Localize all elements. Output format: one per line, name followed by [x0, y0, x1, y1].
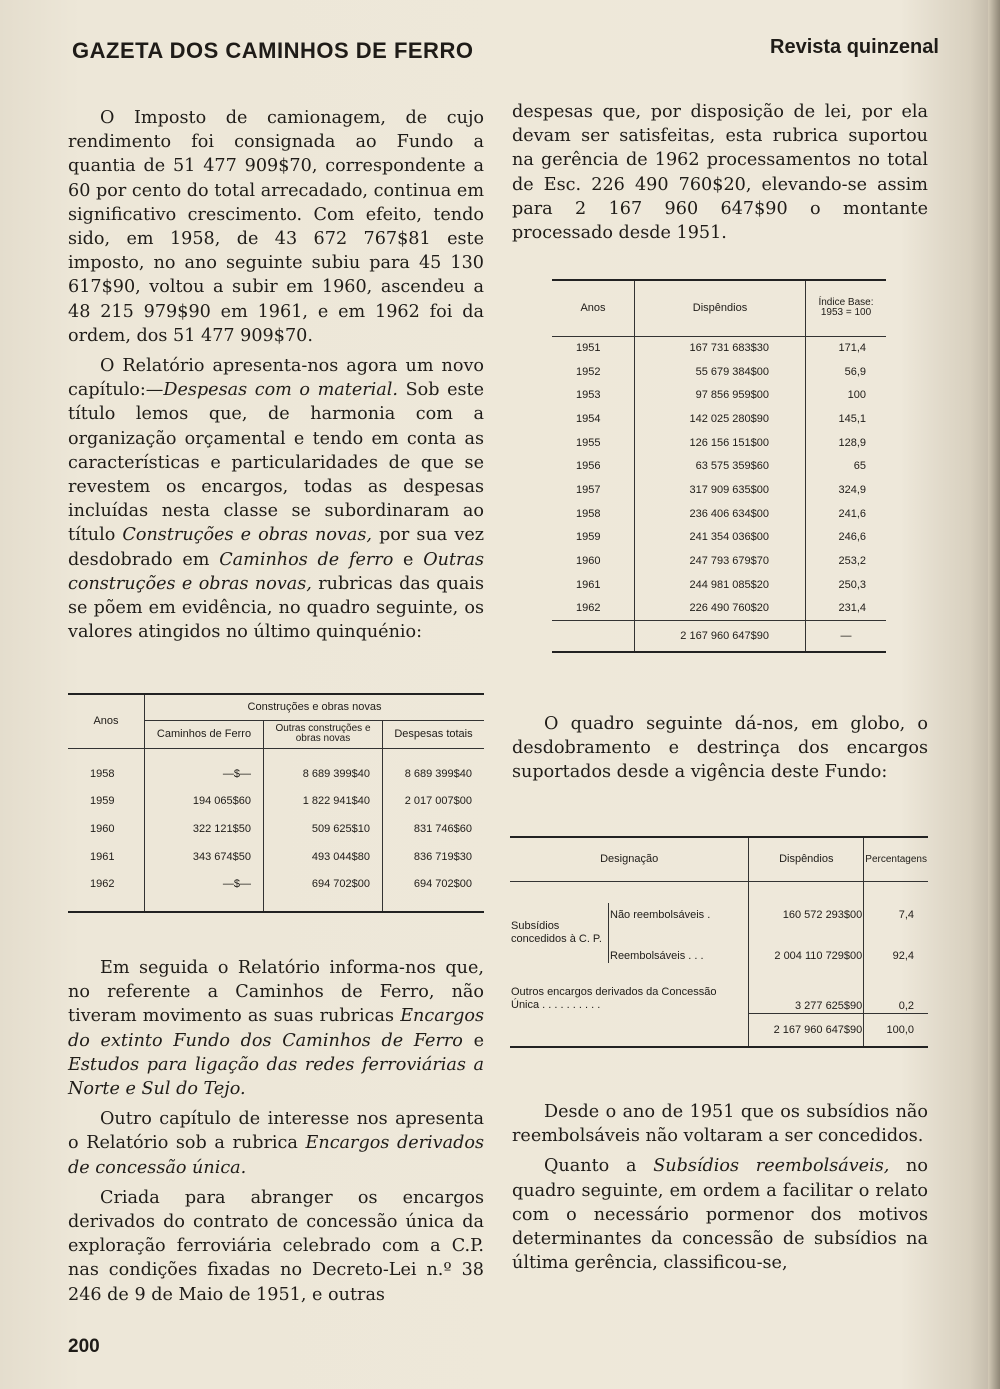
cell-year: 1953 [552, 383, 635, 407]
table-row [552, 573, 886, 597]
cell-year: 1956 [552, 454, 635, 478]
table-row [68, 870, 484, 898]
table-row [552, 360, 886, 384]
col-dispendios: Dispêndios [635, 280, 806, 336]
cell-indice: 324,9 [838, 483, 866, 496]
col-anos: Anos [68, 694, 145, 748]
cell-year: 1961 [552, 573, 635, 597]
row-reemb-label: Reembolsáveis . . . [609, 927, 749, 963]
paragraph-criada: Criada para abranger os encargos derivados do contrato de concessão única da exploração ferroviária celebrado com a C.P. nas condições fixadas no Decreto-Lei n.º 38 246 de 9 de Maio de 1951, e outras [68, 1187, 484, 1305]
paragraph-imposto: O Imposto de camionagem, de cujo rendimento foi consignada ao Fundo a quantia de 51 477 909$70, correspondente a 60 por cento do total arrecadado, continua em significativo crescimento. Com efeito, tendo sido, em 1958, de 43 672 767$81 este imposto, no ano seguinte subiu para 45 130 617$90, voltou a subir em 1960, ascendeu a 48 215 979$90 em 1961, e em 1962 foi da ordem, dos 51 477 909$70. [68, 108, 484, 346]
cell-indice: 65 [853, 460, 866, 473]
cell-dispendios: 241 354 036$00 [635, 526, 806, 550]
cell-indice: 100 [847, 389, 866, 402]
subsidios-label: Subsídios concedidos à C. P. [511, 920, 602, 945]
table-row [552, 502, 886, 526]
cell-dispendios: 226 490 760$20 [635, 597, 806, 621]
total-index: — [806, 620, 887, 652]
col-dispendios: Dispêndios [749, 837, 864, 881]
cell-dispendios: 142 025 280$90 [635, 407, 806, 431]
paragraph-quadro: O quadro seguinte dá-nos, em globo, o desdobramento e destrinça dos encargos suportados desde a vigência deste Fundo: [512, 714, 928, 783]
row-outros-perc: 0,2 [898, 999, 914, 1012]
cell-indice: 145,1 [838, 412, 866, 425]
col-total: Despesas totais [383, 720, 485, 748]
cell-year: 1962 [552, 597, 635, 621]
col-anos: Anos [552, 280, 635, 336]
col-designacao: Designação [510, 837, 749, 881]
row-nao-reemb-label: Não reembolsáveis . [609, 903, 749, 927]
row-outros-label: Outros encargos derivados da Concessão Única . . . . . . . . . . [510, 963, 749, 1013]
paragraph-em-seguida: Em seguida o Relatório informa-nos que, no referente a Caminhos de Ferro, não tiveram movimento as suas rubricas Encargos do extinto Fundo dos Caminhos de Ferro e Estudos para ligação das redes ferroviárias a Norte e Sul do Tejo. [68, 958, 484, 1100]
col-group: Construções e obras novas [145, 694, 485, 720]
journal-subtitle: Revista quinzenal [770, 36, 939, 58]
cell-dispendios: 97 856 959$00 [635, 383, 806, 407]
cell-caminhos: 322 121$50 [145, 815, 264, 843]
cell-total: 836 719$30 [413, 850, 472, 863]
table-row [552, 526, 886, 550]
cell-outras: 8 689 399$40 [264, 760, 383, 788]
cell-year: 1959 [68, 788, 145, 816]
row-reemb-perc: 92,4 [892, 950, 914, 962]
col-indice: Índice Base: 1953 = 100 [806, 280, 887, 336]
cell-year: 1960 [552, 549, 635, 573]
table-row [552, 454, 886, 478]
cell-year: 1962 [68, 870, 145, 898]
row-nao-reemb-value: 160 572 293$00 [749, 903, 864, 927]
journal-title: GAZETA DOS CAMINHOS DE FERRO [72, 38, 474, 63]
cell-indice: 56,9 [844, 365, 866, 378]
cell-dispendios: 63 575 359$60 [635, 454, 806, 478]
cell-total: 8 689 399$40 [404, 767, 472, 780]
page-number: 200 [68, 1336, 100, 1357]
cell-dispendios: 317 909 635$00 [635, 478, 806, 502]
cell-indice: 241,6 [838, 507, 866, 520]
table-row [552, 549, 886, 573]
paragraph-relatorio: O Relatório apresenta-nos agora um novo capítulo:—Despesas com o material. Sob este título lemos que, de harmonia com a organização orçamental e tendo em conta as características e particularidades de que se revestem os encargos, todas as despesas incluídas nesta classe se subordinaram ao título Construções e obras novas, por sua vez desdobrado em Caminhos de ferro e Outras construções e obras novas, rubricas das quais se põem em evidência, no quadro seguinte, os valores atingidos no último quinquénio: [68, 356, 485, 643]
cell-indice: 250,3 [838, 578, 866, 591]
cell-dispendios: 126 156 151$00 [635, 431, 806, 455]
table-row [68, 760, 484, 788]
cell-dispendios: 244 981 085$20 [635, 573, 806, 597]
total-perc: 100,0 [864, 1013, 928, 1047]
cell-outras: 509 625$10 [264, 815, 383, 843]
table-row [552, 383, 886, 407]
table-row [552, 431, 886, 455]
cell-year: 1961 [68, 843, 145, 871]
cell-caminhos: —$— [145, 760, 264, 788]
cell-total: 2 017 007$00 [404, 795, 472, 808]
row-nao-reemb-perc: 7,4 [898, 909, 914, 921]
paragraph-despesas: despesas que, por disposição de lei, por ela devam ser satisfeitas, esta rubrica suportou na gerência de 1962 processamentos no total de Esc. 226 490 760$20, elevando-se assim para 2 167 960 647$90 o montante processado desde 1951. [512, 102, 928, 244]
left-column-top [68, 106, 484, 650]
cell-caminhos: 343 674$50 [145, 843, 264, 871]
row-outros-value: 3 277 625$90 [749, 963, 864, 1013]
table-row [552, 336, 886, 360]
cell-indice: 253,2 [838, 555, 866, 568]
cell-year: 1952 [552, 360, 635, 384]
col-caminhos: Caminhos de Ferro [145, 720, 264, 748]
page-edge [988, 0, 1000, 1389]
cell-year: 1957 [552, 478, 635, 502]
table-row [68, 843, 484, 871]
cell-year: 1958 [68, 760, 145, 788]
table-row [68, 815, 484, 843]
left-column-bottom [68, 956, 484, 1313]
cell-caminhos: —$— [145, 870, 264, 898]
cell-year: 1958 [552, 502, 635, 526]
cell-dispendios: 55 679 384$00 [635, 360, 806, 384]
cell-year: 1960 [68, 815, 145, 843]
cell-total: 831 746$60 [413, 822, 472, 835]
total-value: 2 167 960 647$90 [749, 1013, 864, 1047]
col-outras: Outras construções e obras novas [264, 720, 383, 748]
row-reemb-value: 2 004 110 729$00 [749, 927, 864, 963]
cell-dispendios: 167 731 683$30 [635, 336, 806, 360]
cell-indice: 231,4 [838, 602, 866, 615]
cell-outras: 493 044$80 [264, 843, 383, 871]
cell-caminhos: 194 065$60 [145, 788, 264, 816]
cell-dispendios: 247 793 679$70 [635, 549, 806, 573]
table-designacao [510, 836, 928, 1048]
cell-year: 1954 [552, 407, 635, 431]
table-construcoes [68, 693, 484, 913]
paragraph-outro-capitulo: Outro capítulo de interesse nos apresenta o Relatório sob a rubrica Encargos derivados de concessão única. [68, 1109, 484, 1178]
right-column-top [512, 100, 928, 251]
cell-outras: 694 702$00 [264, 870, 383, 898]
cell-dispendios: 236 406 634$00 [635, 502, 806, 526]
table-row [552, 407, 886, 431]
col-percentagens: Percentagens [864, 837, 928, 881]
paragraph-desde: Desde o ano de 1951 que os subsídios não reembolsáveis não voltaram a ser concedidos. [512, 1102, 928, 1147]
cell-year: 1955 [552, 431, 635, 455]
cell-indice: 246,6 [838, 531, 866, 544]
right-column-middle [512, 712, 928, 791]
table-row [552, 478, 886, 502]
total-value: 2 167 960 647$90 [635, 620, 806, 652]
cell-year: 1959 [552, 526, 635, 550]
cell-indice: 128,9 [838, 436, 866, 449]
table-dispendios [552, 279, 886, 653]
right-column-bottom [512, 1100, 928, 1281]
cell-outras: 1 822 941$40 [264, 788, 383, 816]
cell-year: 1951 [552, 336, 635, 360]
paragraph-quanto: Quanto a Subsídios reembolsáveis, no quadro seguinte, em ordem a facilitar o relato com o necessário pormenor dos motivos determinantes da concessão de subsídios na última gerência, classificou-se, [512, 1156, 928, 1274]
cell-indice: 171,4 [838, 342, 866, 355]
cell-total: 694 702$00 [413, 878, 472, 891]
table-row [552, 597, 886, 621]
table-row [68, 788, 484, 816]
